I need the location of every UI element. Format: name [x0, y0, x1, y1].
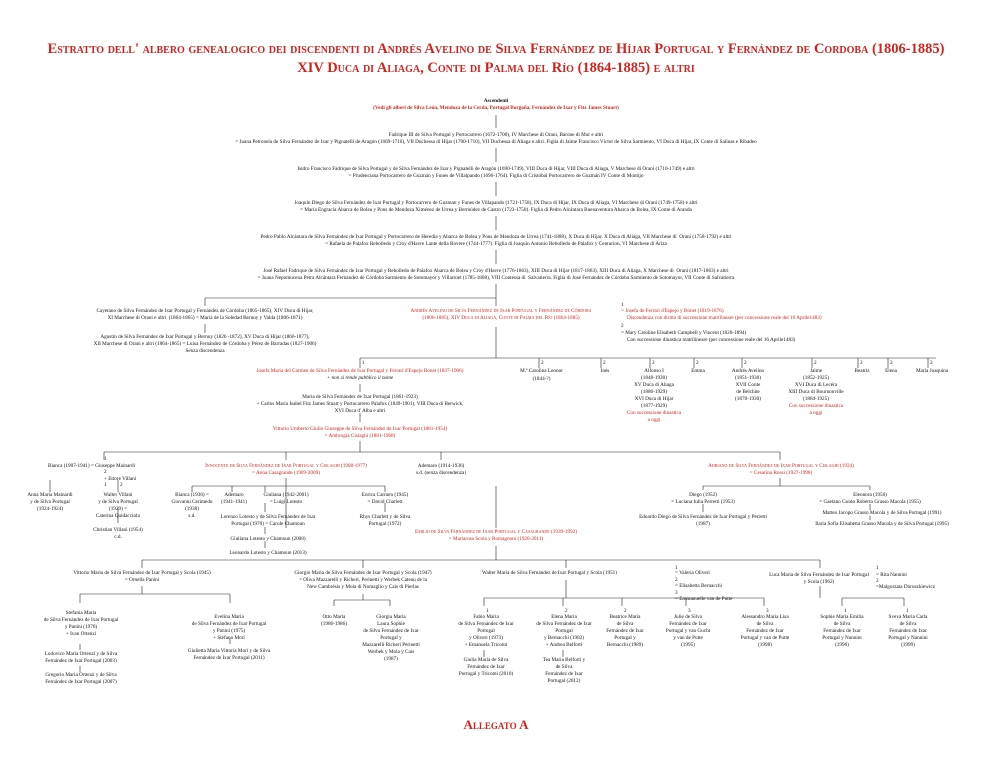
ludovico-surname: Fernández de Ixar Portugal (2003) — [45, 658, 117, 664]
giorgia-maria-name: Giorgia Maria — [376, 614, 406, 620]
grandchild-maria-title: XVI Duca d' Alba e altri — [334, 408, 386, 414]
christian-villani-name: Christian Villani (1954) — [93, 527, 143, 533]
giulia-surname2: Portugal y Tricomi (2010) — [458, 671, 514, 677]
julie-name: Julie de Silva — [674, 614, 702, 620]
bianca-jr-spouse: Giovanni Cerimedo — [171, 499, 213, 505]
elena-name: Elena Maria — [551, 614, 577, 620]
ancestors-note: (Vedi gli alberi de Silva León, Mendoza de la Cerda, Portugal Borgoña, Fernández de Ixar y Fitz James Stuart) — [373, 105, 619, 111]
child-jaime-dates: (1852-1925) — [803, 375, 829, 381]
giulia-surname: Fernández de Ixar — [467, 664, 505, 670]
child-josefa-number: 1 — [362, 360, 365, 366]
child-mjoaquina-name: María Joaquina — [915, 368, 949, 374]
sophie-name: Sophie Maria Emilia — [820, 614, 864, 620]
elena-surname: de Silva Fernández de Ixar — [536, 621, 592, 627]
julie-surname2: Portugal y van Gucht — [665, 628, 711, 634]
wife1-name: = Josefa de Ferrari d'Espejo y Bonet (1819-1876) — [621, 308, 724, 314]
evelina-surname: de Silva Fernández de Ixar Portugal — [191, 621, 267, 627]
matteo-name: Matteo Jacopo Grasso Macola y de Silva Portugal (1991) — [822, 510, 942, 516]
child-alfonso-number: 2 — [652, 360, 655, 366]
child-andres-dates: (1851-1930) — [735, 375, 761, 381]
sveva-number: 1 — [906, 608, 909, 614]
child-andres-title: XVII Conte — [735, 382, 761, 388]
sophie-surname: de Silva — [833, 621, 851, 627]
giuliana-lotesto-name: Giuliana Lotesto y Chamoun (2008) — [230, 536, 306, 542]
eleonora-spouse: = Gaetano Guido Roberto Grasso Macola (1955) — [819, 499, 921, 505]
rhys-dates: Portugal (1972) — [368, 521, 402, 527]
gregorio-surname: Fernández de Ixar Portugal (2007) — [45, 679, 117, 685]
giorgia-maria-surname3: Mazzarelli Richeri Perinetti — [362, 642, 420, 648]
child-mcarolina-number: 2 — [541, 360, 544, 366]
ancestor-gen3-wife: = María Engracia Abarca de Bolea y Pons de Mendoza Ximénez de Urrea y Bermúdez de Castro (1723-1750). Figlia di Pedro Alcántara Buenaventura Abarca de Bolea, IX Conte di Aranda — [300, 207, 692, 213]
page-subtitle: XIV Duca di Aliaga, Conte di Palma del Río (1864-1885) e altri — [297, 60, 695, 76]
walter-wife2-number: 2 — [675, 577, 678, 583]
giorgio-maria-spouse: = Oliva Mazzarelli y Richeri, Perinetti y Werbek Cateau de la — [299, 577, 427, 583]
child-beatriz-number: 2 — [860, 360, 863, 366]
sophie-surname3: Portugal y Nannini — [822, 635, 862, 641]
annamaria-dates: (1924-1924) — [37, 506, 63, 512]
walter-wife3-number: 3 — [675, 590, 678, 596]
child-alfonso-title2: XVI Duca di Híjar — [634, 396, 674, 402]
child-emma-number: 2 — [696, 360, 699, 366]
grandchild-vittorio-name: Vittorio Umberto Giulio Giuseppe de Silva Fernández de Ixar Portugal (1881-1954) — [272, 426, 448, 432]
beatrice-surname3: Portugal y — [614, 635, 636, 641]
child-mjoaquina-number: 2 — [930, 360, 933, 366]
bianca-name: Bianca (1907-1941) = Giuseppe Mainardi — [48, 463, 136, 469]
sophie-surname2: Fernández de Ixar — [823, 628, 861, 634]
julie-dates: (1995) — [681, 642, 695, 648]
child-alfonso-dates: (1848-1930) — [641, 375, 667, 381]
luca-wife2: =Malgorzata Doroszkiewicz — [876, 584, 935, 590]
child-alfonso-succession2: a oggi — [647, 417, 661, 423]
beatrice-surname2: Fernández de Ixar — [606, 628, 644, 634]
child-alfonso-title1: XV Duca di Aliaga — [634, 382, 674, 388]
elena-dates: y Bernacchi (1982) — [543, 635, 585, 641]
bianca-branch2-number: 2 — [120, 482, 123, 488]
giuliana-name: Giuliana (1942-2001) — [263, 492, 309, 498]
ancestor-gen4-wife: = Rafaela de Palafox Rebolledo y Croy d'Havre Lante della Rovere (1744-1777). Figlia di Joaquín Antonio Rebolledo de Palafox y Centurion, VI Marchese di Ariza — [325, 241, 667, 247]
emilio-spouse: = Mariarosa Scola y Romagnoni (1920-2011) — [448, 536, 544, 542]
luca-maria-dates: y Scola (1962) — [803, 579, 835, 585]
ademaro-jr-name: Ademaro — [224, 492, 244, 498]
tea-surname: de Silva — [555, 664, 573, 670]
child-beatriz-name: Beatriz — [854, 368, 870, 374]
child-jaime-name: Jaime — [809, 368, 823, 374]
gregorio-name: Gregorio Maria Ortenzi y de Silva — [45, 672, 117, 678]
walter-villani-spouse: Caterina Quidacciolu — [95, 513, 141, 519]
child-josefa-spouse: + non si rende pubblico il nome — [326, 375, 394, 381]
sveva-surname2: Fernández de Ixar — [889, 628, 927, 634]
main-person-name: Andrés Avelino de Silva Fernández de Ixar Portugal y Fernández de Córdoba — [410, 308, 592, 314]
bianca-jr-name: Bianca (1936) = — [175, 492, 209, 498]
adriano-spouse: = Cesarina Rossi (1927-1998) — [749, 470, 813, 476]
diego-spouse: = Luciana Iulia Perretti (1953) — [671, 499, 735, 505]
bianca-jr-note: s.d. — [188, 513, 196, 519]
alessandro-name: Alessandro Maria Lisa — [741, 614, 789, 620]
page-title: Estratto dell' albero genealogico dei discendenti di Andrés Avelino de Silva Fernández de Híjar Portugal y Fernández de Cordoba (1806-1885) — [47, 41, 945, 57]
child-jaime-number: 2 — [814, 360, 817, 366]
fabio-dates: y Oliveri (1973) — [469, 635, 503, 641]
evelina-dates: y Panini (1975) — [212, 628, 246, 634]
alessandro-surname3: Portugal y van de Putte — [740, 635, 790, 641]
child-alfonso-name: Alfonso I — [644, 368, 664, 374]
ancestor-gen3-husband: Joaquín Diego de Silva Fernández de Ixar Portugal y Portocarrero de Guzman y Funes de Villapando (1721-1758), IX Duca di Híjar, IX Duca di Aliaga, VI Marchese di Orani (1749-1758) e altri — [294, 200, 698, 206]
tea-name: Tea Maria Belforti y — [542, 657, 586, 663]
child-jaime-succession2: a oggi — [809, 410, 823, 416]
edoardo-dates: (1987) — [696, 521, 710, 527]
otto-name: Otto Maria — [322, 614, 346, 620]
child-jaime-succession: Con successione dinastica — [788, 403, 844, 409]
main-person-title: (1806-1885), XIV Duca di Aliaga, Conte di Palma del Río (1864-1885) — [422, 315, 580, 321]
leonardo-lotesto-name: Leonardo Lotesto y Chamoun (2013) — [229, 550, 307, 556]
giorgio-maria-name: Giorgio Maria de Silva Fernández de Ixar Portugal y Scola (1947) — [294, 570, 432, 576]
child-alfonso-title1-dates: (1886-1929) — [641, 389, 667, 395]
sveva-surname: de Silva — [899, 621, 917, 627]
child-andres-title2: de Belchite — [736, 389, 760, 395]
child-andres-name: Andrés Avelino — [731, 368, 765, 374]
giorgio-maria-spouse2: New Cambrésis y Mola di Nomaglio y Cais di Pierlas — [307, 584, 419, 590]
annamaria-name: Anna Maria Mainardi — [27, 492, 73, 498]
wife1-note: Discendenza con diritto di successione matrilineare (per concessione reale del 16 Aprile1483) — [627, 315, 822, 321]
sveva-dates: (1999) — [901, 642, 915, 648]
giorgia-maria-surname4: Werbek y Mola y Cais — [367, 649, 415, 655]
sibling-agustin-line2: XII Marchese di Orani e altri (1864-1865) = Luisa Fernández de Córdoba y Pérez de Barradas (1827-1906) — [93, 341, 317, 347]
alessandro-surname: de Silva — [756, 621, 774, 627]
ludovico-name: Ludovico Maria Ortenzi y de Silva — [44, 651, 118, 657]
sibling-cayetano-line1: Cayetano de Silva Fernández de Ixar Portugal y Fernández de Córdoba (1805-1865), XIV Duca di Híjar, — [96, 308, 314, 314]
child-elena-number: 2 — [890, 360, 893, 366]
diego-name: Diego (1952) — [689, 492, 717, 498]
walter-wife1: = Valeria Oliveri — [675, 570, 710, 576]
fabio-number: 1 — [486, 608, 489, 614]
giulietta-name: Giulietta Maria Vittoria Mori y de Silva — [187, 648, 271, 654]
child-jaime-title-dates: (1884-1925) — [803, 396, 829, 402]
edoardo-name: Edoardo Diego de Silva Fernández de Ixar Portugal y Perretti — [639, 514, 767, 520]
child-ines-number: 2 — [603, 360, 606, 366]
luca-maria-name: Luca Maria de Silva Fernández de Ixar Portugal — [769, 572, 869, 578]
rhys-name: Rhys Charlett y de Silva — [359, 514, 411, 520]
tea-dates: Portugal (2012) — [547, 678, 581, 684]
grandchild-maria-name: Maria de Silva Fernández de Ixar Portugal (1861-1923) — [302, 394, 418, 400]
ancestor-gen5-husband: José Rafael Fadrique de Silva Fernández de Ixar Portugal y Rebolledo de Palafox Abarca de Bolea y Croy d'Havre (1776-1863), XIII Duca di Híjar (1817-1863), XIII Duca di Aliaga, X Marchese di Orani (1817-1863) e altri — [263, 268, 729, 274]
child-alfonso-title2-dates: (1877-1929) — [641, 403, 667, 409]
beatrice-name: Beatrice Maria — [609, 614, 641, 620]
adriano-name: Adriano de Silva Fernández de Ixar Portugal y Cislaghi (1924) — [708, 463, 854, 469]
fabio-surname2: Portugal — [477, 628, 495, 634]
child-emma-name: Emma — [691, 368, 705, 374]
beatrice-surname: de Silva — [616, 621, 634, 627]
stefania-dates: y Panini (1970) — [64, 624, 98, 630]
giuliana-spouse: = Luigi Lotesto — [269, 499, 303, 505]
child-mcarolina-name: M.ª Carolina Leonor — [520, 368, 563, 374]
wife1-number: 1 — [621, 302, 624, 308]
giorgia-maria-surname: de Silva Fernández de Ixar — [363, 628, 419, 634]
sophie-number: 1 — [844, 608, 847, 614]
luca-wife2-number: 2 — [876, 578, 879, 584]
ademaro-jr-dates: (1941-1941) — [221, 499, 247, 505]
allegato-label: Allegato A — [463, 717, 529, 732]
innocente-spouse: = Anna Casagrande (1909-2009) — [252, 470, 320, 476]
ancestor-gen4-husband: Pedro Pablo Alcántara de Silva Fernández de Ixar Portugal y Portocarrero de Heredia y Abarca de Bolea y Pons de Mendoza de Urrea (1741-1808), X Duca di Híjar, X Duca di Aliaga, VII Marchese di Orani (1758-1792) e altri — [260, 234, 732, 240]
bianca-number2: 2 — [104, 469, 107, 475]
giulietta-surname: Fernández de Ixar Portugal (2011) — [193, 655, 265, 661]
stefania-name: Stefania Maria — [65, 610, 97, 616]
christian-villani-note: c.d. — [114, 534, 122, 540]
ademaro-name: Ademaro (1914-1936) — [417, 463, 465, 469]
sibling-agustin-line3: Senza discendenza — [185, 348, 225, 354]
elena-spouse: + Andrea Belforti — [545, 642, 583, 648]
julie-surname: Fernández de Ixar — [669, 621, 707, 627]
elena-number: 2 — [565, 608, 568, 614]
ancestors-heading: Ascendenti — [483, 98, 509, 104]
child-alfonso-succession: Con successione dinastica — [626, 410, 682, 416]
innocente-name: Innocente de Silva Fernández de Ixar Portugal y Cislaghi (1908-1977) — [205, 463, 367, 469]
walter-wife2: = Elisabetta Bernacchi — [675, 583, 722, 589]
child-andres-number: 2 — [744, 360, 747, 366]
child-andres-title-dates: (1878-1930) — [735, 396, 761, 402]
walter-villani-dates: (1929) = — [108, 506, 128, 512]
sibling-agustin-line1: Agustín de Silva Fernández de Ixar Portugal y Bernuy (1826 -1872), XV Duca di Híjar (1866-1877), — [100, 334, 310, 340]
otto-dates: (1986-1986) — [321, 621, 347, 627]
wife2-number: 2 — [621, 323, 624, 329]
beatrice-dates: Bernacchi (1989) — [606, 642, 644, 648]
wife2-name: = Mary Caroline Elisabeth Campbell y Vincent (1820-1894) — [621, 330, 747, 336]
child-jaime-title2: XIII Duca di Bournonville — [788, 389, 844, 395]
annamaria-surname: y de Silva Portugal — [30, 499, 70, 505]
alessandro-number: 3 — [766, 608, 769, 614]
sibling-cayetano-line2: XI Marchese di Orani e altri (1864-1865) = Maria de la Soledad Bernuy y Valda (1806-1871) — [107, 315, 303, 321]
lorenzo-spouse: Portugal (1970) = Carole Chamoun — [231, 521, 305, 527]
julie-surname3: y van de Putte — [673, 635, 703, 641]
bianca-spouse2: + Ettore Villani — [104, 476, 137, 482]
sophie-dates: (1996) — [835, 642, 849, 648]
ancestor-gen2-wife: = Prudenciana Portocarrero de Guzmán y Funes de Villalpando (1696-1764). Figlia di Cristóbal Portocarrero de Guzmán IV Conte di Montijo — [348, 173, 644, 179]
ancestor-gen1-husband: Fadrique III de Silva Portugal y Portocarrero (1672-1700), IV Marchese di Orani, Barone di Mur e altri — [388, 132, 604, 138]
lorenzo-name: Lorenzo Lotesto y de Silva Fernández de Ixar — [220, 514, 316, 520]
walter-wife3: = Emmanuelle van de Putte — [675, 596, 733, 602]
beatrice-number: 2 — [624, 608, 627, 614]
ancestor-gen1-wife: = Juana Petronela de Silva Fernández de Ixar y Pignatelli de Aragón (1669-1710), VII Duchessa di Híjar (1700-1710), VII Duchessa di Aliaga e altri. Figlia di Jaime Francisco Víctor de Silva Sarmiento, VI Duca di Híjar, IX Conte di Salinas e Ribadeo — [235, 139, 757, 145]
child-mcarolina-dates: (1844-?) — [532, 376, 551, 382]
fabio-name: Fabio Maria — [473, 614, 499, 620]
walter-villani-surname: y de Silva Portugal — [98, 499, 138, 505]
bianca-jr-spouse-dates: (1938) — [185, 506, 199, 512]
sveva-name: Sveva Maria Carla — [888, 614, 928, 620]
vittorio-maria-name: Vittorio Maria de Silva Fernández de Ixar Portugal y Scola (1945) — [73, 570, 211, 576]
giorgia-maria-name2: Laura Sophie — [377, 621, 405, 627]
stefania-spouse: + Ivan Ortenzi — [65, 631, 97, 637]
child-josefa-name: Josefa Maria del Carmen de Silva Fernández de Ixar Portugal y Ferrari d'Espejo Bonet (1837-1906) — [256, 368, 464, 374]
enrica-name: Enrica Carmen (1945) — [361, 492, 409, 498]
child-jaime-title1: XVI Duca di Lecéra — [794, 382, 838, 388]
giulia-name: Giulia Maria de Silva — [463, 657, 509, 663]
walter-maria-name: Walter Maria de Silva Fernández de Ixar Portugal y Scola (1951) — [482, 570, 617, 576]
wife2-note: Con successione dinastica matrilineare (per concessione reale del 16 Aprile1483) — [627, 337, 796, 343]
luca-wife1: = Rita Nannini — [876, 572, 907, 578]
ilaria-name: Ilaria Sofia Elisabetta Grasso Macola y de Silva Portugal (1995) — [815, 521, 949, 527]
evelina-spouse: + Stefano Mori — [213, 635, 245, 641]
alessandro-surname2: Fernández de Ixar — [746, 628, 784, 634]
julie-number: 3 — [688, 608, 691, 614]
grandchild-vittorio-spouse: = Ambrogia Cislaghi (1881-1968) — [324, 433, 396, 439]
ancestor-gen5-wife: = Juana Nepomucena Petra Alcántara Fernández de Córdoba Sarmiento de Sotomayor y Villarroel (1785-1808), VIII Contessa di Salvatierra. Figlia di José Fernández de Córdoba Sarmiento de Sotomayor, VII Conte di Salvatierra — [257, 275, 735, 281]
enrica-spouse: = David Charlett — [367, 499, 403, 505]
elena-surname2: Portugal — [555, 628, 573, 634]
vittorio-maria-spouse: = Ornella Panini — [124, 577, 160, 583]
bianca-branch1-number: 1 — [104, 482, 107, 488]
ademaro-note: s.d. (senza discendenza) — [415, 470, 467, 476]
child-elena-name: Elena — [885, 368, 897, 374]
ancestor-gen2-husband: Isidro Francisco Fadrique de Silva Portugal y de Silva Fernández de Ixar y Pignatelli de Aragón (1690-1749), VIII Duca di Híjar, VIII Duca di Aliaga, V Marchese di Orani (1710-1749) e altri — [297, 166, 695, 172]
bianca-number: 1 — [104, 456, 107, 462]
tea-surname2: Fernández de Ixar — [545, 671, 583, 677]
giorgia-maria-dates: (1987) — [384, 656, 398, 662]
walter-villani-name: Walter Villani — [103, 492, 133, 498]
walter-wife1-number: 1 — [675, 565, 678, 571]
luca-wife1-number: 1 — [876, 565, 879, 571]
fabio-spouse: + Emanuela Tricomi — [464, 642, 508, 648]
alessandro-dates: (1998) — [758, 642, 772, 648]
grandchild-maria-spouse: + Carlos María Isabel Fitz James Stuart y Portocarrero Palafox (1849-1901), VIII Duca di Berwick, — [256, 401, 464, 407]
giorgia-maria-surname2: Portugal y — [380, 635, 402, 641]
child-ines-name: Inés — [600, 368, 610, 374]
eleonora-name: Eleonora (1956) — [853, 492, 887, 498]
stefania-surname: de Silva Fernández de Ixar Portugal — [43, 617, 119, 623]
evelina-name: Evelina Maria — [214, 614, 244, 620]
fabio-surname: de Silva Fernández de Ixar — [458, 621, 514, 627]
emilio-name: Emilio de Silva Fernández de Ixar Portugal y Casagrande (1939-1992) — [415, 529, 577, 535]
sveva-surname3: Portugal y Nannini — [888, 635, 928, 641]
